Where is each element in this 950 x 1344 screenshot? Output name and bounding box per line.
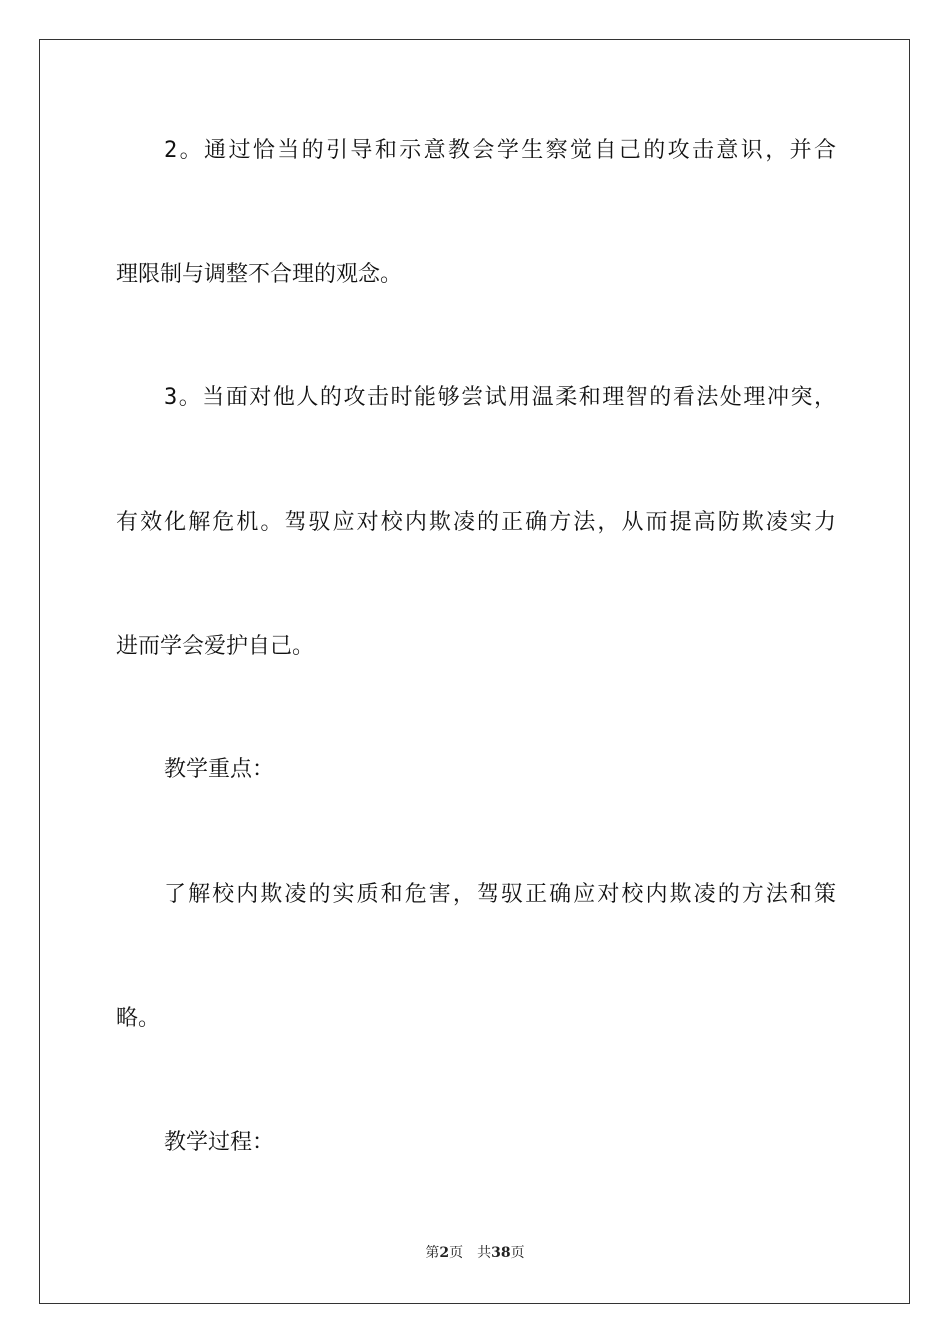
paragraph-line: 有效化解危机。驾驭应对校内欺凌的正确方法，从而提高防欺凌实力 (116, 510, 836, 535)
paragraph-line: 2。通过恰当的引导和示意教会学生察觉自己的攻击意识，并合 (164, 138, 836, 163)
paragraph-line: 3。当面对他人的攻击时能够尝试用温柔和理智的看法处理冲突， (164, 385, 836, 410)
paragraph-line: 理限制与调整不合理的观念。 (116, 262, 403, 287)
total-pages: 38 (491, 1245, 511, 1261)
paragraph-line: 进而学会爱护自己。 (116, 634, 315, 659)
page-number: 2 (439, 1245, 450, 1261)
page-border (39, 39, 910, 1304)
page-footer (0, 1243, 950, 1263)
section-heading: 教学重点： (164, 757, 275, 782)
paragraph-line: 略。 (116, 1006, 161, 1031)
total-prefix: 共 (477, 1245, 492, 1261)
paragraph-line: 了解校内欺凌的实质和危害，驾驭正确应对校内欺凌的方法和策 (164, 882, 836, 907)
page-prefix: 第 (425, 1245, 440, 1261)
section-heading: 教学过程： (164, 1130, 275, 1155)
total-suffix: 页 (510, 1245, 525, 1261)
page-suffix: 页 (449, 1245, 464, 1261)
